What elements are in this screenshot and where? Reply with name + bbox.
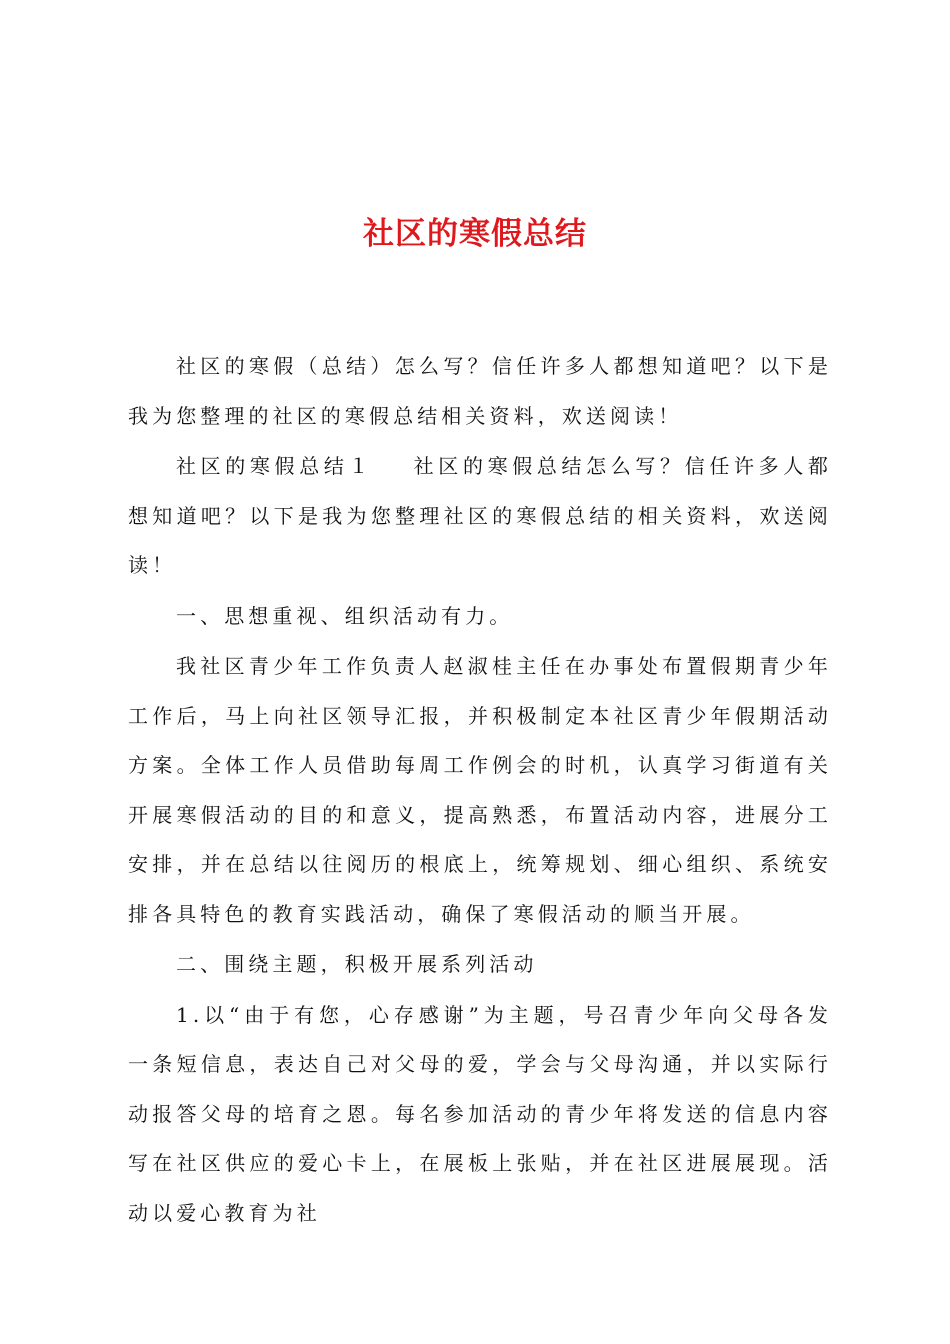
heading-one: 一、思想重视、组织活动有力。 (176, 603, 514, 628)
intro-paragraph: 社区的寒假（总结）怎么写？信任许多人都想知道吧？以下是我为您整理的社区的寒假总结相关资料，欢送阅读！ (128, 354, 832, 428)
document-body (128, 342, 832, 1239)
section-one-text: 社区的寒假总结怎么写？信任许多人都想知道吧？以下是我为您整理社区的寒假总结的相关资料，欢送阅读！ (128, 454, 832, 577)
document-title: 社区的寒假总结 (363, 216, 587, 252)
body-paragraph-1: 我社区青少年工作负责人赵淑桂主任在办事处布置假期青少年工作后，马上向社区领导汇报，并积极制定本社区青少年假期活动方案。全体工作人员借助每周工作例会的时机，认真学习街道有关开展寒假活动的目的和意义，提高熟悉，布置活动内容，进展分工安排，并在总结以往阅历的根底上，统筹规划、细心组织、系统安排各具特色的教育实践活动，确保了寒假活动的顺当开展。 (128, 654, 832, 926)
section-one-paragraph (128, 442, 832, 591)
body-paragraph-2: 1.以“由于有您，心存感谢”为主题，号召青少年向父母各发一条短信息，表达自己对父母的爱，学会与父母沟通，并以实际行动报答父母的培育之恩。每名参加活动的青少年将发送的信息内容写在社区供应的爱心卡上，在展板上张贴，并在社区进展展现。活动以爱心教育为社 (128, 1002, 832, 1225)
section-one-heading: 社区的寒假总结１ (176, 454, 374, 478)
heading-two: 二、围绕主题，积极开展系列活动 (176, 952, 538, 976)
